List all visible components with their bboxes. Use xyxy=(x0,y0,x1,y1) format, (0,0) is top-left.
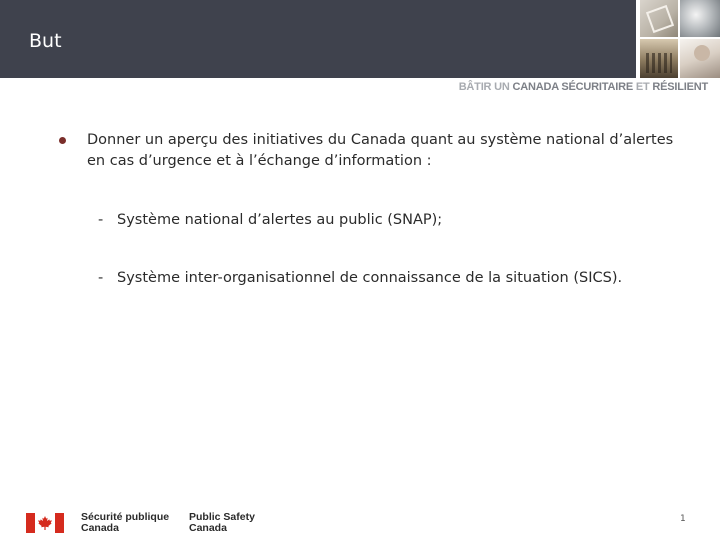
slide-title: But xyxy=(29,30,62,52)
dept-fr-line1: Sécurité publique xyxy=(81,511,170,523)
bullet-text: Donner un aperçu des initiatives du Canada quant au système national d’alertes en cas d’urgence et à l’échange d’information : xyxy=(87,132,674,169)
photo-tile-2 xyxy=(680,0,720,37)
header-bar xyxy=(0,0,636,78)
header-photo-collage xyxy=(640,0,720,78)
photo-tile-3 xyxy=(640,39,678,78)
sub-item xyxy=(98,210,675,231)
bullet-dot-icon xyxy=(59,137,66,144)
photo-tile-1 xyxy=(640,0,678,37)
tagline-part-2: CANADA SÉCURITAIRE xyxy=(512,81,633,93)
tagline-part-1: BÂTIR UN xyxy=(458,81,513,93)
dept-en-line1: Public Safety xyxy=(189,511,255,523)
tagline-part-4: RÉSILIENT xyxy=(652,81,708,93)
dept-fr-line2: Canada xyxy=(81,522,119,534)
dash-marker: - xyxy=(98,270,104,286)
department-name-en xyxy=(189,512,255,534)
sub-item-text: Système inter-organisationnel de connaissance de la situation (SICS). xyxy=(117,270,623,286)
department-name-fr xyxy=(81,512,169,534)
photo-tile-4 xyxy=(680,39,720,78)
sub-item-text: Système national d’alertes au public (SNAP); xyxy=(117,212,443,228)
maple-leaf-icon xyxy=(38,516,52,530)
dash-marker: - xyxy=(98,212,104,228)
bullet-item xyxy=(55,130,675,172)
slide-content xyxy=(55,130,675,289)
tagline-part-3: ET xyxy=(632,81,653,93)
canada-flag xyxy=(26,513,64,533)
department-signature xyxy=(26,512,266,534)
sub-item xyxy=(98,268,675,289)
dept-en-line2: Canada xyxy=(189,522,227,534)
page-number: 1 xyxy=(680,514,686,524)
tagline xyxy=(459,81,708,93)
